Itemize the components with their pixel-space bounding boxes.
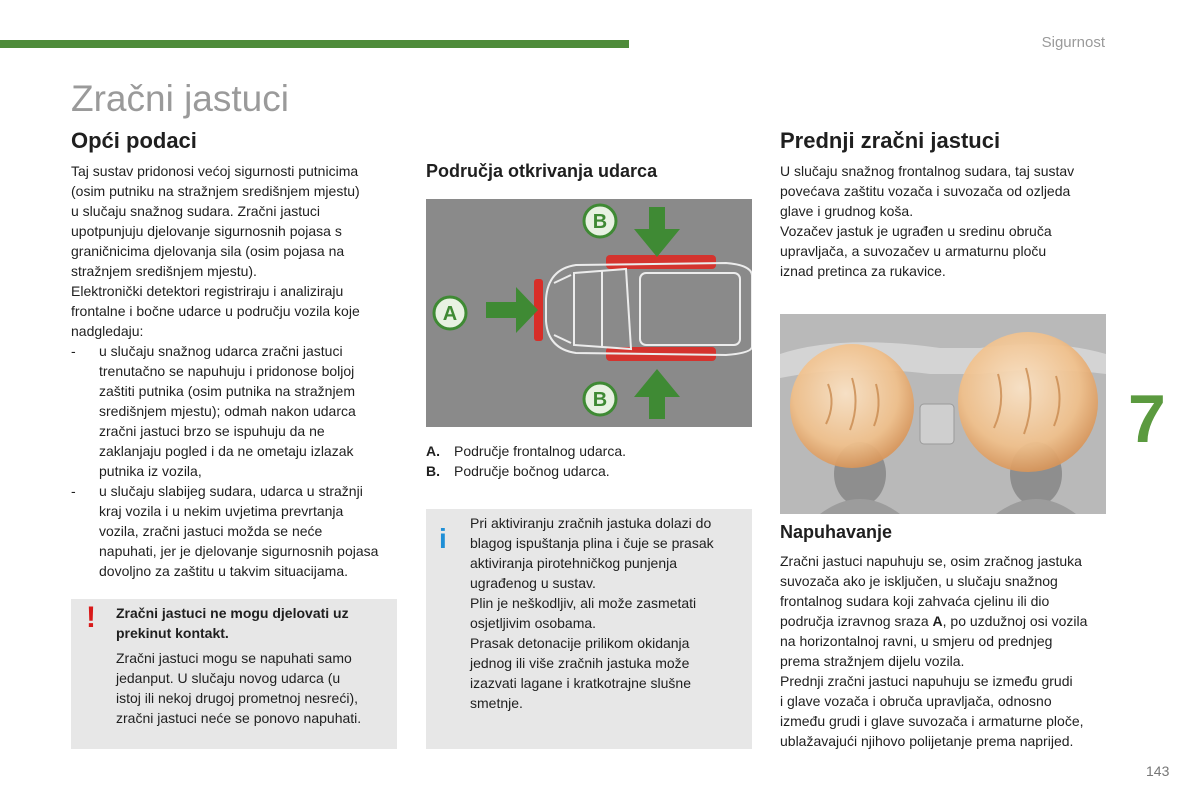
passenger-airbag-icon <box>958 332 1098 472</box>
text-line: središnjem mjestu); odmah nakon udarca <box>99 403 356 419</box>
text-line: zaklanjaju pogled i da ne ometaju izlazak <box>99 443 354 459</box>
warning-box <box>71 599 397 749</box>
inflation-text <box>780 551 1120 751</box>
text-line: napuhati, jer je djelovanje sigurnosnih pojasa <box>99 543 379 559</box>
text-line: Taj sustav pridonosi većoj sigurnosti putnicima <box>71 163 359 179</box>
text-line: upotpunjuju djelovanje sigurnosnih pojasa s <box>71 223 342 239</box>
text-line: Plin je neškodljiv, ali može zasmetati <box>470 595 697 611</box>
text-line: suvozača ako je isključen, u slučaju snažnog <box>780 573 1058 589</box>
page-number: 143 <box>1146 763 1170 779</box>
bullet-dash: - <box>71 343 76 359</box>
text-line: Vozačev jastuk je ugrađen u sredinu obruča <box>780 223 1052 239</box>
text-line: na horizontalnoj ravni, u smjeru od prednjeg <box>780 633 1053 649</box>
text-line: Prasak detonacije prilikom okidanja <box>470 635 690 651</box>
text-line: i glave vozača i obruča upravljača, odnosno <box>780 693 1052 709</box>
text-line: zaštiti putnika (osim putnika na stražnjem <box>99 383 355 399</box>
text-line: jednog ili više zračnih jastuka može <box>470 655 690 671</box>
legend-text: Područje frontalnog udarca. <box>454 443 626 459</box>
text-line: Zračni jastuci napuhuju se, osim zračnog jastuka <box>780 553 1082 569</box>
legend-key: A. <box>426 443 440 459</box>
text-fragment: , po uzdužnoj osi vozila <box>942 613 1088 629</box>
text-line: prema stražnjem dijelu vozila. <box>780 653 965 669</box>
text-line: stražnjem središnjem mjestu). <box>71 263 257 279</box>
text-line: nadgledaju: <box>71 323 144 339</box>
side-zone-top <box>606 255 716 269</box>
bullet-item <box>71 341 401 481</box>
text-line: blagog ispuštanja plina i čuje se prasak <box>470 535 714 551</box>
text-line <box>780 611 1120 631</box>
text-line: frontalnog sudara koji zahvaća cjelinu ili dio <box>780 593 1050 609</box>
text-line: osjetljivim osobama. <box>470 615 597 631</box>
warning-title <box>116 603 396 643</box>
text-line: graničnicima djelovanja sila (osim pojasa na <box>71 243 345 259</box>
text-line: Zračni jastuci mogu se napuhati samo <box>116 650 352 666</box>
zone-label: A <box>932 613 943 629</box>
page-title: Zračni jastuci <box>71 78 289 119</box>
front-airbags-text <box>780 161 1120 281</box>
svg-text:B: B <box>592 389 608 411</box>
text-line: U slučaju snažnog frontalnog sudara, taj sustav <box>780 163 1075 179</box>
badge-a-icon <box>434 297 466 329</box>
text-line: Zračni jastuci ne mogu djelovati uz <box>116 605 349 621</box>
detection-heading: Područja otkrivanja udarca <box>426 161 658 181</box>
text-line: smetnje. <box>470 695 523 711</box>
legend-item <box>426 441 626 461</box>
general-text <box>71 161 401 581</box>
text-line: prekinut kontakt. <box>116 625 229 641</box>
text-line: ublažavajući njihovo polijetanje prema naprijed. <box>780 733 1074 749</box>
text-line: vozila, zračni jastuci možda se neće <box>99 523 323 539</box>
text-line: aktiviranja pirotehničkog punjenja <box>470 555 678 571</box>
text-line: Prednji zračni jastuci napuhuju se između grudi <box>780 673 1073 689</box>
chapter-number: 7 <box>1128 381 1166 457</box>
text-line: Elektronički detektori registriraju i analiziraju <box>71 283 344 299</box>
general-heading: Opći podaci <box>71 128 197 153</box>
airbags-illustration <box>780 314 1106 514</box>
exclamation-icon: ! <box>86 601 96 634</box>
svg-text:B: B <box>592 211 608 233</box>
bullet-dash: - <box>71 483 76 499</box>
text-line: frontalne i bočne udarce u području vozila koje <box>71 303 360 319</box>
badge-b-bottom-icon <box>584 383 616 415</box>
impact-zones-figure <box>426 199 752 427</box>
text-line: u slučaju slabijeg sudara, udarca u stražnji <box>99 483 363 499</box>
info-box <box>426 509 752 749</box>
info-icon: i <box>439 523 447 554</box>
text-fragment: područja izravnog sraza <box>780 613 933 629</box>
badge-b-top-icon <box>584 205 616 237</box>
header-accent-bar <box>0 40 629 48</box>
text-line: dovoljno za zaštitu u takvim situacijama. <box>99 563 348 579</box>
text-line: između grudi i glave suvozača i armaturne ploče, <box>780 713 1084 729</box>
text-line: upravljača, a suvozačev u armaturnu ploču <box>780 243 1047 259</box>
text-line: istoj ili nekoj drugoj prometnoj nesreći), <box>116 690 358 706</box>
text-line: Pri aktiviranju zračnih jastuka dolazi do <box>470 515 712 531</box>
bullet-item <box>71 481 401 581</box>
figure-legend <box>426 441 626 481</box>
driver-airbag-icon <box>790 344 914 468</box>
text-line: zračni jastuci neće se ponovo napuhati. <box>116 710 362 726</box>
text-line: kraj vozila i u nekim uvjetima prevrtanja <box>99 503 344 519</box>
text-line: u slučaju snažnog sudara. Zračni jastuci <box>71 203 321 219</box>
section-title: Sigurnost <box>1041 34 1105 51</box>
legend-key: B. <box>426 463 440 479</box>
text-line: glave i grudnog koša. <box>780 203 914 219</box>
text-line: (osim putniku na stražnjem središnjem mjestu) <box>71 183 360 199</box>
front-airbags-heading: Prednji zračni jastuci <box>780 128 1001 153</box>
text-line: u slučaju snažnog udarca zračni jastuci <box>99 343 343 359</box>
text-line: jedanput. U slučaju novog udarca (u <box>116 670 341 686</box>
text-line: ugrađenog u sustav. <box>470 575 596 591</box>
svg-text:A: A <box>442 303 458 325</box>
text-line: izazvati lagane i kratkotrajne slušne <box>470 675 692 691</box>
legend-item <box>426 461 626 481</box>
text-line: trenutačno se napuhuju i pridonose boljoj <box>99 363 355 379</box>
text-line: zračni jastuci brzo se ispuhuju da ne <box>99 423 325 439</box>
console <box>920 404 954 444</box>
text-line: iznad pretinca za rukavice. <box>780 263 946 279</box>
legend-text: Područje bočnog udarca. <box>454 463 610 479</box>
inflation-heading: Napuhavanje <box>780 522 893 542</box>
text-line: povećava zaštitu vozača i suvozača od ozljeda <box>780 183 1071 199</box>
text-line: putnika iz vozila, <box>99 463 202 479</box>
